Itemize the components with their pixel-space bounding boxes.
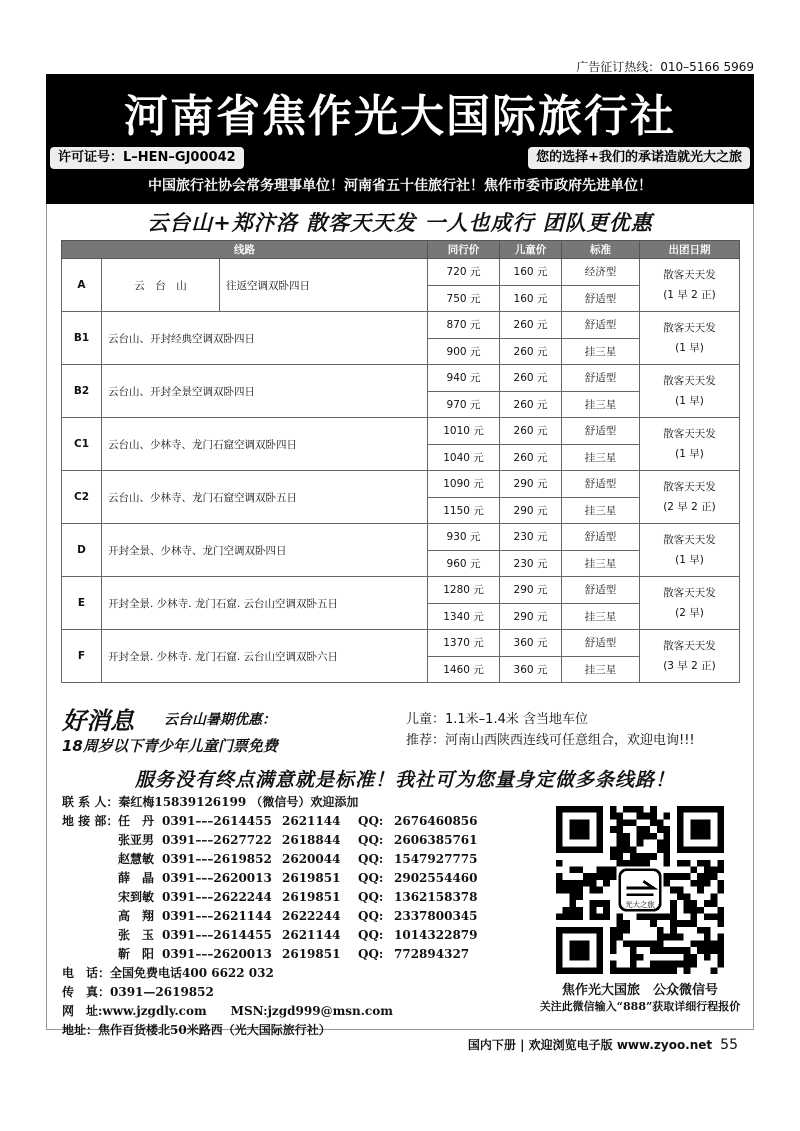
page-footer	[468, 1036, 738, 1053]
staff-qq: 2337800345	[394, 909, 478, 923]
staff-qq: 772894327	[394, 947, 470, 961]
departure-meals: (1 早)	[675, 342, 704, 354]
departure-cell	[640, 418, 740, 471]
staff-phone-alt: 2618844	[282, 833, 341, 847]
list-item	[62, 907, 478, 926]
route-standard: 经济型	[562, 259, 640, 286]
staff-phone-alt: 2622244	[282, 909, 341, 923]
child-note: 儿童：1.1米–1.4米 含当地车位	[406, 712, 588, 727]
reception-label	[62, 850, 118, 869]
route-standard: 舒适型	[562, 312, 640, 339]
recommend-note: 推荐：河南山西陕西连线可任意组合，欢迎电询!!!	[406, 733, 695, 748]
footer-text: 国内下册 | 欢迎浏览电子版 www.zyoo.net	[467, 1038, 713, 1052]
reception-label	[62, 888, 118, 907]
route-price: 970 元	[428, 391, 500, 418]
contact-block	[62, 793, 478, 1040]
staff-qq: 1362158378	[394, 890, 478, 904]
child-price: 260 元	[500, 338, 562, 365]
child-price: 260 元	[500, 418, 562, 445]
agency-title: 河南省焦作光大国际旅行社	[124, 91, 676, 142]
contact-person: 联 系 人：秦红梅15839126199 （微信号）欢迎添加	[62, 795, 359, 809]
route-desc: 云台山、少林寺、龙门石窟空调双卧五日	[102, 471, 428, 524]
staff-name: 薛 晶	[118, 871, 155, 885]
contact-tel: 电 话：全国免费电话400 6622 032	[62, 966, 274, 980]
staff-phone: 0391–––2614455	[162, 814, 272, 828]
route-desc: 开封全景. 少林寺. 龙门石窟. 云台山空调双卧五日	[102, 577, 428, 630]
route-code: C2	[62, 471, 102, 524]
header-banner	[46, 74, 754, 204]
route-desc: 云台山、少林寺、龙门石窟空调双卧四日	[102, 418, 428, 471]
route-desc: 开封全景、少林寺、龙门空调双卧四日	[102, 524, 428, 577]
qq-label: QQ:	[358, 814, 384, 828]
list-item	[62, 926, 478, 945]
free-ticket-note: 18周岁以下青少年儿童门票免费	[62, 737, 278, 755]
child-price: 260 元	[500, 391, 562, 418]
child-price: 360 元	[500, 656, 562, 683]
child-price: 260 元	[500, 444, 562, 471]
qq-label: QQ:	[358, 947, 384, 961]
departure-meals: (1 早)	[675, 448, 704, 460]
list-item	[62, 850, 478, 869]
departure-schedule: 散客天天发	[663, 269, 716, 281]
route-code: F	[62, 630, 102, 683]
contact-fax: 传 真：0391—2619852	[62, 985, 214, 999]
route-code: D	[62, 524, 102, 577]
route-code: B2	[62, 365, 102, 418]
route-standard: 挂三星	[562, 391, 640, 418]
route-standard: 挂三星	[562, 656, 640, 683]
staff-phone: 0391–––2614455	[162, 928, 272, 942]
route-price: 1460 元	[428, 656, 500, 683]
departure-meals: (2 早)	[675, 607, 704, 619]
departure-meals: (1 早)	[675, 554, 704, 566]
staff-qq: 2606385761	[394, 833, 478, 847]
departure-schedule: 散客天天发	[663, 481, 716, 493]
header-price: 同行价	[428, 241, 500, 259]
route-code: B1	[62, 312, 102, 365]
reception-label	[62, 907, 118, 926]
child-price: 360 元	[500, 630, 562, 657]
staff-name: 宋到敏	[118, 890, 155, 904]
honors-line: 中国旅行社协会常务理事单位！河南省五十佳旅行社！焦作市委市政府先进单位！	[148, 178, 652, 194]
reception-label	[62, 831, 118, 850]
staff-name: 任 丹	[118, 814, 155, 828]
staff-name: 靳 阳	[118, 947, 155, 961]
route-price: 960 元	[428, 550, 500, 577]
header-standard: 标准	[562, 241, 640, 259]
route-price: 1370 元	[428, 630, 500, 657]
list-item	[62, 812, 478, 831]
route-standard: 挂三星	[562, 497, 640, 524]
contact-address: 地址：焦作百货楼北50米路西（光大国际旅行社）	[62, 1023, 331, 1037]
list-item	[62, 869, 478, 888]
route-price: 750 元	[428, 285, 500, 312]
staff-phone-alt: 2619851	[282, 890, 341, 904]
promo-notes	[406, 709, 695, 751]
child-price: 290 元	[500, 471, 562, 498]
child-price: 230 元	[500, 524, 562, 551]
departure-schedule: 散客天天发	[663, 587, 716, 599]
license-badge: 许可证号：L–HEN–GJ00042	[50, 147, 244, 169]
departure-schedule: 散客天天发	[663, 375, 716, 387]
good-news-title: 好消息	[62, 707, 134, 735]
route-price: 1150 元	[428, 497, 500, 524]
staff-qq: 1547927775	[394, 852, 478, 866]
departure-schedule: 散客天天发	[663, 534, 716, 546]
route-price: 1090 元	[428, 471, 500, 498]
table-row	[62, 577, 740, 604]
qr-caption: 焦作光大国旅 公众微信号	[561, 983, 718, 998]
table-header-row	[62, 241, 740, 259]
staff-phone-alt: 2619851	[282, 871, 341, 885]
child-price: 260 元	[500, 312, 562, 339]
departure-cell	[640, 630, 740, 683]
qq-label: QQ:	[358, 890, 384, 904]
departure-meals: (3 早 2 正)	[663, 660, 716, 672]
staff-phone: 0391–––2620013	[162, 871, 272, 885]
route-name: 云 台 山	[102, 259, 220, 312]
staff-phone: 0391–––2621144	[162, 909, 272, 923]
route-standard: 舒适型	[562, 524, 640, 551]
qq-label: QQ:	[358, 871, 384, 885]
departure-meals: (1 早)	[675, 395, 704, 407]
staff-qq: 2676460856	[394, 814, 478, 828]
route-standard: 挂三星	[562, 338, 640, 365]
route-price: 1280 元	[428, 577, 500, 604]
departure-cell	[640, 577, 740, 630]
reception-label: 地 接 部：	[62, 814, 119, 828]
routes-table	[61, 240, 740, 683]
staff-phone: 0391–––2619852	[162, 852, 272, 866]
staff-phone: 0391–––2622244	[162, 890, 272, 904]
child-price: 230 元	[500, 550, 562, 577]
departure-cell	[640, 365, 740, 418]
departure-schedule: 散客天天发	[663, 428, 716, 440]
departure-cell	[640, 259, 740, 312]
route-desc: 云台山、开封经典空调双卧四日	[102, 312, 428, 365]
reception-label	[62, 869, 118, 888]
child-price: 160 元	[500, 259, 562, 286]
route-standard: 舒适型	[562, 285, 640, 312]
departure-schedule: 散客天天发	[663, 640, 716, 652]
departure-cell	[640, 471, 740, 524]
route-standard: 舒适型	[562, 630, 640, 657]
table-row	[62, 471, 740, 498]
departure-meals: (1 早 2 正)	[663, 289, 716, 301]
route-standard: 舒适型	[562, 418, 640, 445]
staff-phone-alt: 2620044	[282, 852, 341, 866]
summer-offer: 云台山暑期优惠：	[164, 712, 276, 728]
route-standard: 挂三星	[562, 550, 640, 577]
staff-name: 高 翔	[118, 909, 155, 923]
staff-qq: 1014322879	[394, 928, 478, 942]
staff-qq: 2902554460	[394, 871, 478, 885]
staff-phone-alt: 2619851	[282, 947, 341, 961]
child-price: 260 元	[500, 365, 562, 392]
list-item	[62, 888, 478, 907]
staff-phone: 0391–––2620013	[162, 947, 272, 961]
departure-cell	[640, 524, 740, 577]
ad-hotline: 广告征订热线：010–5166 5969	[576, 60, 754, 74]
header-route: 线路	[62, 241, 428, 259]
route-code: A	[62, 259, 102, 312]
staff-name: 赵慧敏	[118, 852, 155, 866]
table-row	[62, 312, 740, 339]
qq-label: QQ:	[358, 928, 384, 942]
contact-web: 网 址:www.jzgdly.com MSN:jzgd999@msn.com	[62, 1004, 393, 1018]
route-desc: 往返空调双卧四日	[220, 259, 428, 312]
route-standard: 挂三星	[562, 603, 640, 630]
qr-logo-text: 光大之旅	[625, 899, 655, 909]
header-departure: 出团日期	[640, 241, 740, 259]
staff-name: 张亚男	[118, 833, 155, 847]
child-price: 290 元	[500, 497, 562, 524]
route-price: 1010 元	[428, 418, 500, 445]
reception-list	[62, 812, 478, 964]
route-code: E	[62, 577, 102, 630]
staff-phone-alt: 2621144	[282, 928, 341, 942]
service-slogan: 服务没有终点满意就是标准！我社可为您量身定做多条线路！	[134, 769, 675, 791]
staff-phone-alt: 2621144	[282, 814, 341, 828]
reception-label	[62, 926, 118, 945]
qr-note: 关注此微信输入“888”获取详细行程报价	[539, 1000, 741, 1013]
route-code: C1	[62, 418, 102, 471]
departure-cell	[640, 312, 740, 365]
reception-label	[62, 945, 118, 964]
qq-label: QQ:	[358, 833, 384, 847]
route-price: 720 元	[428, 259, 500, 286]
slogan: 云台山+郑汴洛 散客天天发 一人也成行 团队更优惠	[147, 210, 653, 235]
staff-name: 张 玉	[118, 928, 155, 942]
qq-label: QQ:	[358, 909, 384, 923]
route-standard: 舒适型	[562, 471, 640, 498]
table-row	[62, 524, 740, 551]
route-price: 870 元	[428, 312, 500, 339]
child-price: 290 元	[500, 577, 562, 604]
child-price: 160 元	[500, 285, 562, 312]
header-child-price: 儿童价	[500, 241, 562, 259]
departure-meals: (2 早 2 正)	[663, 501, 716, 513]
route-price: 940 元	[428, 365, 500, 392]
route-price: 930 元	[428, 524, 500, 551]
departure-schedule: 散客天天发	[663, 322, 716, 334]
table-row	[62, 259, 740, 286]
route-price: 1040 元	[428, 444, 500, 471]
qq-label: QQ:	[358, 852, 384, 866]
route-standard: 舒适型	[562, 365, 640, 392]
table-row	[62, 418, 740, 445]
route-price: 1340 元	[428, 603, 500, 630]
route-standard: 挂三星	[562, 444, 640, 471]
child-price: 290 元	[500, 603, 562, 630]
table-row	[62, 365, 740, 392]
route-desc: 云台山、开封全景空调双卧四日	[102, 365, 428, 418]
page-number: 55	[720, 1037, 738, 1053]
motto-badge: 您的选择+我们的承诺造就光大之旅	[528, 147, 750, 169]
table-row	[62, 630, 740, 657]
route-desc: 开封全景. 少林寺. 龙门石窟. 云台山空调双卧六日	[102, 630, 428, 683]
route-price: 900 元	[428, 338, 500, 365]
qr-code-icon	[556, 806, 724, 974]
list-item	[62, 945, 478, 964]
route-standard: 舒适型	[562, 577, 640, 604]
list-item	[62, 831, 478, 850]
staff-phone: 0391–––2627722	[162, 833, 272, 847]
